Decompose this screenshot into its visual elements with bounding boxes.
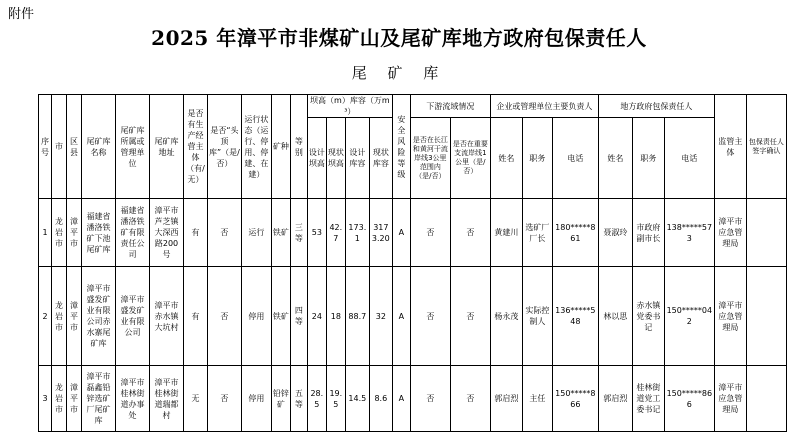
- cell-district: 漳平市: [67, 199, 82, 267]
- attachment-label: 附件: [8, 7, 35, 22]
- cell-downstream-key: 否: [450, 267, 490, 366]
- cell-mineral: 铅锌矿: [271, 366, 290, 432]
- cell-location: 漳平市赤水镇大坑村: [150, 267, 184, 366]
- header-design-height: 设计坝高: [307, 118, 326, 199]
- cell-current-capacity: 3173.20: [369, 199, 392, 267]
- page-subtitle: 尾 矿 库: [351, 64, 447, 82]
- header-dam-group: 坝高（m）库容（万m³）: [307, 95, 392, 118]
- cell-gov-name: 郭启烈: [598, 366, 632, 432]
- header-downstream-yangtze: 是否在长江和黄河干流岸线3公里范围内（是/否）: [410, 118, 450, 199]
- cell-design-height: 24: [307, 267, 326, 366]
- cell-district: 漳平市: [67, 267, 82, 366]
- header-risk: 安全风险等级: [392, 95, 410, 199]
- cell-design-capacity: 88.7: [345, 267, 369, 366]
- cell-supervisor: 漳平市应急管理局: [714, 267, 746, 366]
- cell-downstream-yangtze: 否: [410, 267, 450, 366]
- cell-is-head: 否: [208, 199, 242, 267]
- header-supervisor: 监管主体: [714, 95, 746, 199]
- cell-downstream-key: 否: [450, 366, 490, 432]
- cell-status: 停用: [241, 267, 271, 366]
- cell-gov-post: 市政府副市长: [632, 199, 664, 267]
- cell-company-phone: 150*****866: [552, 366, 598, 432]
- cell-company-post: 实际控制人: [522, 267, 552, 366]
- cell-design-capacity: 14.5: [345, 366, 369, 432]
- cell-current-height: 18: [326, 267, 345, 366]
- header-location: 尾矿库地址: [150, 95, 184, 199]
- cell-design-capacity: 173.1: [345, 199, 369, 267]
- header-current-height: 现状坝高: [326, 118, 345, 199]
- cell-gov-phone: 150*****042: [664, 267, 714, 366]
- header-company-group: 企业或管理单位主要负责人: [490, 95, 598, 118]
- cell-design-height: 28.5: [307, 366, 326, 432]
- cell-company-phone: 180*****861: [552, 199, 598, 267]
- cell-city: 龙岩市: [52, 267, 67, 366]
- header-gov-phone: 电话: [664, 118, 714, 199]
- cell-risk: A: [392, 267, 410, 366]
- header-downstream-key: 是否在重要支流岸线1公里（是/否）: [450, 118, 490, 199]
- header-gov-post: 职务: [632, 118, 664, 199]
- header-downstream-group: 下游流域情况: [410, 95, 490, 118]
- cell-signature[interactable]: [746, 199, 786, 267]
- header-company-phone: 电话: [552, 118, 598, 199]
- cell-district: 漳平市: [67, 366, 82, 432]
- cell-risk: A: [392, 366, 410, 432]
- header-company-post: 职务: [522, 118, 552, 199]
- cell-grade: 四等: [290, 267, 307, 366]
- table-row: [39, 267, 787, 366]
- header-district: 区县: [67, 95, 82, 199]
- header-row-1: [39, 95, 787, 118]
- header-current-capacity: 现状库容: [369, 118, 392, 199]
- cell-seq: 1: [39, 199, 52, 267]
- cell-owner: 福建省潘洛铁矿有限责任公司: [116, 199, 150, 267]
- header-owner: 尾矿库所属或管理单位: [116, 95, 150, 199]
- header-city: 市: [52, 95, 67, 199]
- cell-risk: A: [392, 199, 410, 267]
- cell-current-capacity: 8.6: [369, 366, 392, 432]
- responsibility-table: [38, 94, 787, 432]
- header-is-head: 是否“头顶库”（是/否）: [208, 95, 242, 199]
- table-row: [39, 199, 787, 267]
- header-grade: 等别: [290, 95, 307, 199]
- cell-company-post: 主任: [522, 366, 552, 432]
- cell-mineral: 铁矿: [271, 199, 290, 267]
- cell-supervisor: 漳平市应急管理局: [714, 199, 746, 267]
- cell-gov-name: 林以思: [598, 267, 632, 366]
- cell-gov-post: 赤水镇党委书记: [632, 267, 664, 366]
- cell-city: 龙岩市: [52, 366, 67, 432]
- cell-owner: 漳平市桂林街道办事处: [116, 366, 150, 432]
- header-has-owner: 是否有生产经营主体（有/无）: [184, 95, 208, 199]
- header-mineral: 矿种: [271, 95, 290, 199]
- cell-is-head: 否: [208, 267, 242, 366]
- cell-name: 漳平市磊鑫铅锌选矿厂尾矿库: [82, 366, 116, 432]
- cell-status: 运行: [241, 199, 271, 267]
- header-company-name: 姓名: [490, 118, 522, 199]
- cell-gov-phone: 138*****573: [664, 199, 714, 267]
- cell-design-height: 53: [307, 199, 326, 267]
- cell-current-height: 42.7: [326, 199, 345, 267]
- cell-is-head: 否: [208, 366, 242, 432]
- cell-downstream-key: 否: [450, 199, 490, 267]
- page-title: 2025 年漳平市非煤矿山及尾矿库地方政府包保责任人: [151, 26, 647, 50]
- header-gov-group: 地方政府包保责任人: [598, 95, 714, 118]
- cell-name: 福建省潘洛铁矿下池尾矿库: [82, 199, 116, 267]
- cell-company-name: 郭启烈: [490, 366, 522, 432]
- header-design-capacity: 设计库容: [345, 118, 369, 199]
- cell-has-owner: 无: [184, 366, 208, 432]
- cell-company-name: 杨永茂: [490, 267, 522, 366]
- cell-city: 龙岩市: [52, 199, 67, 267]
- cell-name: 漳平市盛发矿业有限公司赤水寨尾矿库: [82, 267, 116, 366]
- cell-signature[interactable]: [746, 267, 786, 366]
- header-gov-name: 姓名: [598, 118, 632, 199]
- cell-current-height: 19.5: [326, 366, 345, 432]
- cell-seq: 3: [39, 366, 52, 432]
- cell-downstream-yangtze: 否: [410, 199, 450, 267]
- cell-has-owner: 有: [184, 199, 208, 267]
- cell-company-post: 选矿厂厂长: [522, 199, 552, 267]
- table-row: [39, 366, 787, 432]
- cell-company-phone: 136*****548: [552, 267, 598, 366]
- cell-mineral: 铁矿: [271, 267, 290, 366]
- header-name: 尾矿库名称: [82, 95, 116, 199]
- cell-downstream-yangtze: 否: [410, 366, 450, 432]
- header-signature: 包保责任人签字确认: [746, 95, 786, 199]
- cell-has-owner: 有: [184, 267, 208, 366]
- cell-location: 漳平市芦芝镇大深西路200号: [150, 199, 184, 267]
- cell-status: 停用: [241, 366, 271, 432]
- cell-company-name: 黄建川: [490, 199, 522, 267]
- cell-gov-name: 聂淑玲: [598, 199, 632, 267]
- cell-location: 漳平市桂林街道瑞都村: [150, 366, 184, 432]
- header-status: 运行状态（运行、停用、停建、在建）: [241, 95, 271, 199]
- cell-seq: 2: [39, 267, 52, 366]
- cell-signature[interactable]: [746, 366, 786, 432]
- cell-gov-post: 桂林街道党工委书记: [632, 366, 664, 432]
- cell-current-capacity: 32: [369, 267, 392, 366]
- cell-supervisor: 漳平市应急管理局: [714, 366, 746, 432]
- cell-grade: 三等: [290, 199, 307, 267]
- cell-grade: 五等: [290, 366, 307, 432]
- cell-gov-phone: 150*****866: [664, 366, 714, 432]
- cell-owner: 漳平市盛发矿业有限公司: [116, 267, 150, 366]
- header-seq: 序号: [39, 95, 52, 199]
